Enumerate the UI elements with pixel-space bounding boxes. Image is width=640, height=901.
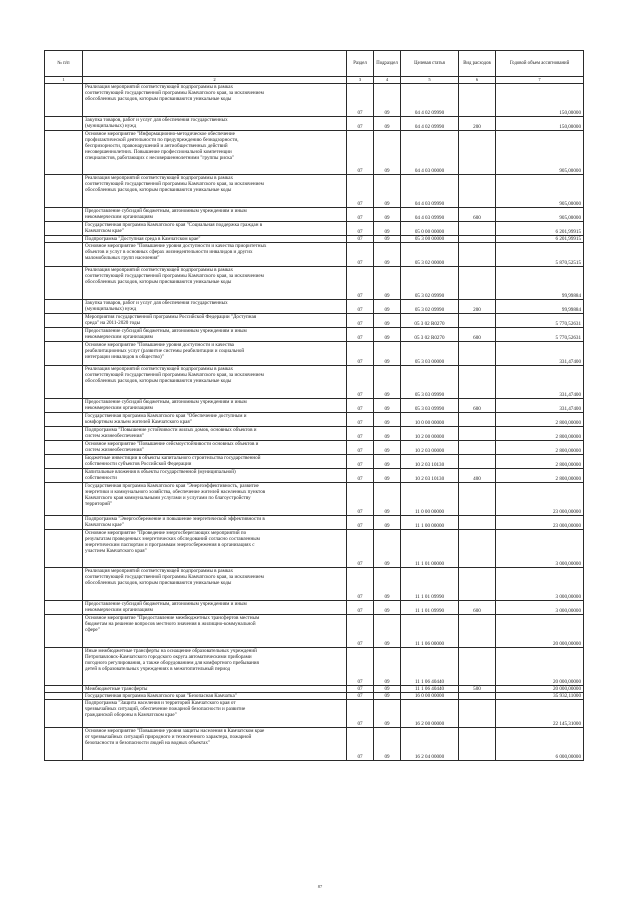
- row-subsection: 09: [374, 648, 401, 686]
- row-subsection: 09: [374, 601, 401, 615]
- row-target: 16 2 04 00000: [401, 728, 459, 761]
- row-target: 10 2 03 10130: [401, 455, 459, 469]
- table-row: [45, 648, 584, 686]
- row-amount: 150,00000: [496, 84, 584, 117]
- column-number: 6: [459, 77, 496, 84]
- row-section: 07: [347, 693, 374, 700]
- row-name: Основное мероприятие "Повышение уровня доступности и качества приоритетных объектов и услуг в основных сферах жизнедеятельности инвалидов и других маломобильных групп населения": [83, 243, 347, 267]
- row-target: 11 1 06 40440: [401, 686, 459, 693]
- table-row: [45, 455, 584, 469]
- row-section: 07: [347, 243, 374, 267]
- row-number: [45, 469, 83, 483]
- row-expense-type: [459, 243, 496, 267]
- table-row: [45, 427, 584, 441]
- row-section: 07: [347, 131, 374, 175]
- row-target: 11 1 00 00000: [401, 516, 459, 530]
- row-subsection: 09: [374, 314, 401, 328]
- row-subsection: 09: [374, 222, 401, 236]
- header-name: [83, 51, 347, 77]
- row-expense-type: [459, 413, 496, 427]
- row-subsection: 09: [374, 700, 401, 728]
- row-target: 04 4 03 09990: [401, 208, 459, 222]
- row-number: [45, 175, 83, 208]
- row-expense-type: 500: [459, 686, 496, 693]
- table-row: [45, 413, 584, 427]
- row-name: Основное мероприятие "Повышение сейсмоустойчивости основных объектов и систем жизнеобеспечения": [83, 441, 347, 455]
- header-target: Целевая статья: [401, 51, 459, 77]
- row-name: Подпрограмма "Доступная среда в Камчатском крае": [83, 236, 347, 243]
- row-name: Основное мероприятие "Информационно-методическое обеспечение профилактической деятельности по предупреждению безнадзорности, беспризорности, правонарушений и антиобщественных действий несовершеннолетних. Повышение профессиональной компетенции специалистов, работающих с несовершеннолетними "группы риска": [83, 131, 347, 175]
- table-row: [45, 243, 584, 267]
- row-target: 05 3 02 09990: [401, 300, 459, 314]
- table-row: [45, 236, 584, 243]
- row-section: 07: [347, 568, 374, 601]
- column-number: 2: [83, 77, 347, 84]
- row-name: Подпрограмма "Защита населения и территорий Камчатского края от чрезвычайных ситуаций, обеспечение пожарной безопасности и развитие гражданской обороны в Камчатском крае": [83, 700, 347, 728]
- row-amount: 905,00000: [496, 131, 584, 175]
- row-section: 07: [347, 236, 374, 243]
- row-name: Основное мероприятие "Проведение энергосберегающих мероприятий по результатам проведенных энергетических обследований согласно составленным энергетическим паспортам и программам энергосбережения в организациях с участием Камчатского края": [83, 530, 347, 568]
- header-expense: Вид расходов: [459, 51, 496, 77]
- row-number: [45, 568, 83, 601]
- row-section: 07: [347, 469, 374, 483]
- row-expense-type: [459, 648, 496, 686]
- row-subsection: 09: [374, 366, 401, 399]
- row-subsection: 09: [374, 530, 401, 568]
- row-amount: 20 000,00000: [496, 615, 584, 648]
- table-row: [45, 693, 584, 700]
- row-amount: 150,00000: [496, 117, 584, 131]
- row-number: [45, 686, 83, 693]
- row-expense-type: [459, 131, 496, 175]
- row-name: Межбюджетные трансферты: [83, 686, 347, 693]
- row-target: 11 1 06 00000: [401, 615, 459, 648]
- row-subsection: 09: [374, 328, 401, 342]
- row-subsection: 09: [374, 117, 401, 131]
- row-amount: 5 770,52631: [496, 314, 584, 328]
- table-row: [45, 700, 584, 728]
- row-number: [45, 413, 83, 427]
- header-row: [45, 51, 584, 77]
- row-expense-type: [459, 700, 496, 728]
- row-number: [45, 399, 83, 413]
- row-name: Бюджетные инвестиции в объекты капитального строительства государственной собственности субъектов Российской Федерации: [83, 455, 347, 469]
- row-expense-type: [459, 84, 496, 117]
- row-target: 05 3 02 R0270: [401, 328, 459, 342]
- row-target: 05 0 00 00000: [401, 222, 459, 236]
- row-subsection: 09: [374, 243, 401, 267]
- table-row: [45, 314, 584, 328]
- row-amount: 3 000,00000: [496, 530, 584, 568]
- table-row: [45, 300, 584, 314]
- row-number: [45, 648, 83, 686]
- row-name: Реализация мероприятий соответствующей подпрограммы в рамках соответствующей государственной программы Камчатского края, за исключением обособленных расходов, которым присваиваются уникальные коды: [83, 84, 347, 117]
- row-amount: 6 201,99915: [496, 236, 584, 243]
- row-subsection: 09: [374, 686, 401, 693]
- row-expense-type: [459, 427, 496, 441]
- table-row: [45, 84, 584, 117]
- row-section: 07: [347, 516, 374, 530]
- row-target: 11 1 06 40440: [401, 648, 459, 686]
- row-expense-type: [459, 516, 496, 530]
- table-row: [45, 483, 584, 516]
- row-number: [45, 131, 83, 175]
- row-name: Закупка товаров, работ и услуг для обеспечения государственных (муниципальных) нужд: [83, 117, 347, 131]
- row-section: 07: [347, 455, 374, 469]
- row-section: 07: [347, 84, 374, 117]
- row-section: 07: [347, 342, 374, 366]
- row-subsection: 09: [374, 131, 401, 175]
- table-row: [45, 399, 584, 413]
- row-name: Государственная программа Камчатского края "Безопасная Камчатка": [83, 693, 347, 700]
- row-section: 07: [347, 441, 374, 455]
- row-section: 07: [347, 366, 374, 399]
- row-expense-type: [459, 236, 496, 243]
- row-subsection: 09: [374, 208, 401, 222]
- row-number: [45, 342, 83, 366]
- row-number: [45, 267, 83, 300]
- row-section: 07: [347, 686, 374, 693]
- row-subsection: 09: [374, 427, 401, 441]
- row-subsection: 09: [374, 267, 401, 300]
- row-section: 07: [347, 530, 374, 568]
- table-row: [45, 328, 584, 342]
- row-number: [45, 693, 83, 700]
- row-subsection: 09: [374, 615, 401, 648]
- row-section: 07: [347, 267, 374, 300]
- row-amount: 99,99884: [496, 300, 584, 314]
- row-name: Реализация мероприятий соответствующей подпрограммы в рамках соответствующей государственной программы Камчатского края, за исключением обособленных расходов, которым присваиваются уникальные коды: [83, 267, 347, 300]
- row-amount: 35 932,11000: [496, 693, 584, 700]
- table-row: [45, 469, 584, 483]
- row-name: Предоставление субсидий бюджетным, автономным учреждениям и иным некоммерческим организациям: [83, 328, 347, 342]
- row-subsection: 09: [374, 483, 401, 516]
- row-section: 07: [347, 222, 374, 236]
- row-number: [45, 117, 83, 131]
- row-amount: 331,47400: [496, 366, 584, 399]
- row-amount: 23 000,00000: [496, 516, 584, 530]
- row-amount: 6 000,00000: [496, 728, 584, 761]
- row-target: 05 3 02 00000: [401, 243, 459, 267]
- row-name: Закупка товаров, работ и услуг для обеспечения государственных (муниципальных) нужд: [83, 300, 347, 314]
- row-subsection: 09: [374, 342, 401, 366]
- row-section: 07: [347, 615, 374, 648]
- row-expense-type: [459, 568, 496, 601]
- row-section: 07: [347, 413, 374, 427]
- row-target: 11 1 01 00000: [401, 530, 459, 568]
- row-target: 10 2 03 10130: [401, 469, 459, 483]
- column-number-row: [45, 77, 584, 84]
- row-subsection: 09: [374, 455, 401, 469]
- row-section: 07: [347, 399, 374, 413]
- row-target: 05 3 03 09990: [401, 366, 459, 399]
- row-name: Основное мероприятие "Повышение уровня защиты населения в Камчатском крае от чрезвычайных ситуаций природного и техногенного характера, пожарной безопасности и безопасности людей на водных объектах": [83, 728, 347, 761]
- row-amount: 331,47400: [496, 399, 584, 413]
- row-expense-type: [459, 175, 496, 208]
- row-subsection: 09: [374, 413, 401, 427]
- row-number: [45, 615, 83, 648]
- row-target: 05 3 03 00000: [401, 342, 459, 366]
- row-section: 07: [347, 601, 374, 615]
- row-section: 07: [347, 117, 374, 131]
- row-amount: 3 000,00000: [496, 568, 584, 601]
- row-target: 16 2 00 00000: [401, 700, 459, 728]
- row-amount: 23 000,00000: [496, 483, 584, 516]
- row-amount: 905,00000: [496, 208, 584, 222]
- row-name: Капитальные вложения в объекты государственной (муниципальной) собственности: [83, 469, 347, 483]
- row-section: 07: [347, 300, 374, 314]
- row-subsection: 09: [374, 175, 401, 208]
- row-target: 05 3 02 09990: [401, 267, 459, 300]
- column-number: 4: [374, 77, 401, 84]
- row-name: Подпрограмма "Повышение устойчивости жилых домов, основных объектов и систем жизнеобеспечения": [83, 427, 347, 441]
- row-expense-type: 600: [459, 208, 496, 222]
- table-row: [45, 568, 584, 601]
- table-row: [45, 222, 584, 236]
- row-expense-type: [459, 441, 496, 455]
- row-number: [45, 483, 83, 516]
- row-target: 10 2 03 00000: [401, 441, 459, 455]
- row-target: 05 3 02 R0270: [401, 314, 459, 328]
- row-name: Подпрограмма "Энергосбережение и повышение энергетической эффективности в Камчатском крае": [83, 516, 347, 530]
- row-name: Иные межбюджетные трансферты на оснащение образовательных учреждений Петропавловск-Камчатского городского округа автоматическими приборами погодного регулирования, а также оборудованием для комфортного пребывания детей в образовательных учреждениях в межотопительный период: [83, 648, 347, 686]
- table-row: [45, 686, 584, 693]
- row-name: Реализация мероприятий соответствующей подпрограммы в рамках соответствующей государственной программы Камчатского края, за исключением обособленных расходов, которым присваиваются уникальные коды: [83, 175, 347, 208]
- page-number: 87: [317, 884, 323, 889]
- row-name: Предоставление субсидий бюджетным, автономным учреждениям и иным некоммерческим организациям: [83, 399, 347, 413]
- table-row: [45, 728, 584, 761]
- appropriations-table: [44, 50, 584, 761]
- header-subsection: Подраздел: [374, 51, 401, 77]
- row-section: 07: [347, 314, 374, 328]
- row-subsection: 09: [374, 693, 401, 700]
- row-expense-type: [459, 483, 496, 516]
- table-row: [45, 615, 584, 648]
- row-expense-type: 600: [459, 399, 496, 413]
- header-amount: Годовой объем ассигнований: [496, 51, 584, 77]
- row-expense-type: [459, 693, 496, 700]
- row-target: 05 3 00 00000: [401, 236, 459, 243]
- row-expense-type: [459, 728, 496, 761]
- row-target: 11 1 01 09990: [401, 568, 459, 601]
- table-row: [45, 441, 584, 455]
- table-row: [45, 530, 584, 568]
- row-target: 04 4 03 09990: [401, 175, 459, 208]
- row-amount: 2 800,00000: [496, 455, 584, 469]
- row-subsection: 09: [374, 84, 401, 117]
- row-name: Основное мероприятие "Повышение уровня доступности и качества реабилитационных услуг (развитие системы реабилитации и социальной интеграции инвалидов в общество)": [83, 342, 347, 366]
- row-subsection: 09: [374, 728, 401, 761]
- row-expense-type: 200: [459, 300, 496, 314]
- row-expense-type: 600: [459, 601, 496, 615]
- row-section: 07: [347, 208, 374, 222]
- row-expense-type: [459, 342, 496, 366]
- row-number: [45, 208, 83, 222]
- row-target: 05 3 03 09990: [401, 399, 459, 413]
- column-number: 5: [401, 77, 459, 84]
- header-num: № п/п: [45, 51, 83, 77]
- table-row: [45, 208, 584, 222]
- row-expense-type: [459, 267, 496, 300]
- row-amount: 2 800,00000: [496, 413, 584, 427]
- row-target: 04 4 02 09990: [401, 117, 459, 131]
- row-subsection: 09: [374, 399, 401, 413]
- row-target: 11 0 00 00000: [401, 483, 459, 516]
- table-row: [45, 516, 584, 530]
- row-number: [45, 427, 83, 441]
- row-number: [45, 328, 83, 342]
- row-target: 11 1 01 09990: [401, 601, 459, 615]
- table-row: [45, 175, 584, 208]
- row-expense-type: [459, 366, 496, 399]
- row-number: [45, 441, 83, 455]
- row-subsection: 09: [374, 568, 401, 601]
- row-name: Мероприятия государственной программы Российской Федерации "Доступная среда" на 2011-2020 годы: [83, 314, 347, 328]
- row-target: 10 0 00 00000: [401, 413, 459, 427]
- row-section: 07: [347, 427, 374, 441]
- row-name: Основное мероприятие "Предоставление межбюджетных трансфертов местным бюджетам на решение вопросов местного значения в жилищно-коммунальной сфере": [83, 615, 347, 648]
- row-amount: 3 000,00000: [496, 601, 584, 615]
- row-number: [45, 601, 83, 615]
- row-subsection: 09: [374, 236, 401, 243]
- row-number: [45, 700, 83, 728]
- row-section: 07: [347, 700, 374, 728]
- table-row: [45, 267, 584, 300]
- row-number: [45, 243, 83, 267]
- row-subsection: 09: [374, 300, 401, 314]
- row-target: 04 4 02 09990: [401, 84, 459, 117]
- row-expense-type: 600: [459, 328, 496, 342]
- table-body: [45, 84, 584, 761]
- row-amount: 2 800,00000: [496, 427, 584, 441]
- row-expense-type: 200: [459, 117, 496, 131]
- row-target: 10 2 00 00000: [401, 427, 459, 441]
- table-row: [45, 601, 584, 615]
- row-name: Реализация мероприятий соответствующей подпрограммы в рамках соответствующей государственной программы Камчатского края, за исключением обособленных расходов, которым присваиваются уникальные коды: [83, 366, 347, 399]
- row-expense-type: [459, 455, 496, 469]
- row-target: 04 4 03 00000: [401, 131, 459, 175]
- table-row: [45, 117, 584, 131]
- row-number: [45, 84, 83, 117]
- row-subsection: 09: [374, 469, 401, 483]
- row-number: [45, 455, 83, 469]
- row-name: Реализация мероприятий соответствующей подпрограммы в рамках соответствующей государственной программы Камчатского края, за исключением обособленных расходов, которым присваиваются уникальные коды: [83, 568, 347, 601]
- row-amount: 99,99884: [496, 267, 584, 300]
- row-amount: 331,47400: [496, 342, 584, 366]
- row-name: Государственная программа Камчатского края "Социальная поддержка граждан в Камчатском крае": [83, 222, 347, 236]
- row-amount: 22 145,31000: [496, 700, 584, 728]
- row-amount: 905,00000: [496, 175, 584, 208]
- row-section: 07: [347, 728, 374, 761]
- row-expense-type: [459, 314, 496, 328]
- row-amount: 2 800,00000: [496, 469, 584, 483]
- row-target: 16 0 00 00000: [401, 693, 459, 700]
- column-number: 3: [347, 77, 374, 84]
- row-name: Предоставление субсидий бюджетным, автономным учреждениям и иным некоммерческим организациям: [83, 208, 347, 222]
- row-expense-type: [459, 222, 496, 236]
- column-number: 1: [45, 77, 83, 84]
- table-row: [45, 131, 584, 175]
- table-row: [45, 366, 584, 399]
- row-number: [45, 300, 83, 314]
- header-section: Раздел: [347, 51, 374, 77]
- row-amount: 2 800,00000: [496, 441, 584, 455]
- table-row: [45, 342, 584, 366]
- row-expense-type: 400: [459, 469, 496, 483]
- row-number: [45, 236, 83, 243]
- row-name: Государственная программа Камчатского края "Энергоэффективность, развитие энергетики и коммунального хозяйства, обеспечение жителей населенных пунктов Камчатского края коммунальными услугами и услугами по благоустройству территорий": [83, 483, 347, 516]
- row-name: Государственная программа Камчатского края "Обеспечение доступным и комфортным жильем жителей Камчатского края": [83, 413, 347, 427]
- row-section: 07: [347, 328, 374, 342]
- row-subsection: 09: [374, 516, 401, 530]
- row-expense-type: [459, 530, 496, 568]
- row-subsection: 09: [374, 441, 401, 455]
- row-amount: 20 000,00000: [496, 686, 584, 693]
- row-number: [45, 530, 83, 568]
- row-amount: 20 000,00000: [496, 648, 584, 686]
- row-section: 07: [347, 648, 374, 686]
- row-expense-type: [459, 615, 496, 648]
- row-amount: 6 201,99915: [496, 222, 584, 236]
- row-name: Предоставление субсидий бюджетным, автономным учреждениям и иным некоммерческим организациям: [83, 601, 347, 615]
- row-number: [45, 314, 83, 328]
- row-number: [45, 728, 83, 761]
- row-amount: 5 870,52515: [496, 243, 584, 267]
- row-amount: 5 770,52631: [496, 328, 584, 342]
- row-number: [45, 366, 83, 399]
- row-section: 07: [347, 483, 374, 516]
- row-number: [45, 222, 83, 236]
- row-section: 07: [347, 175, 374, 208]
- column-number: 7: [496, 77, 584, 84]
- row-number: [45, 516, 83, 530]
